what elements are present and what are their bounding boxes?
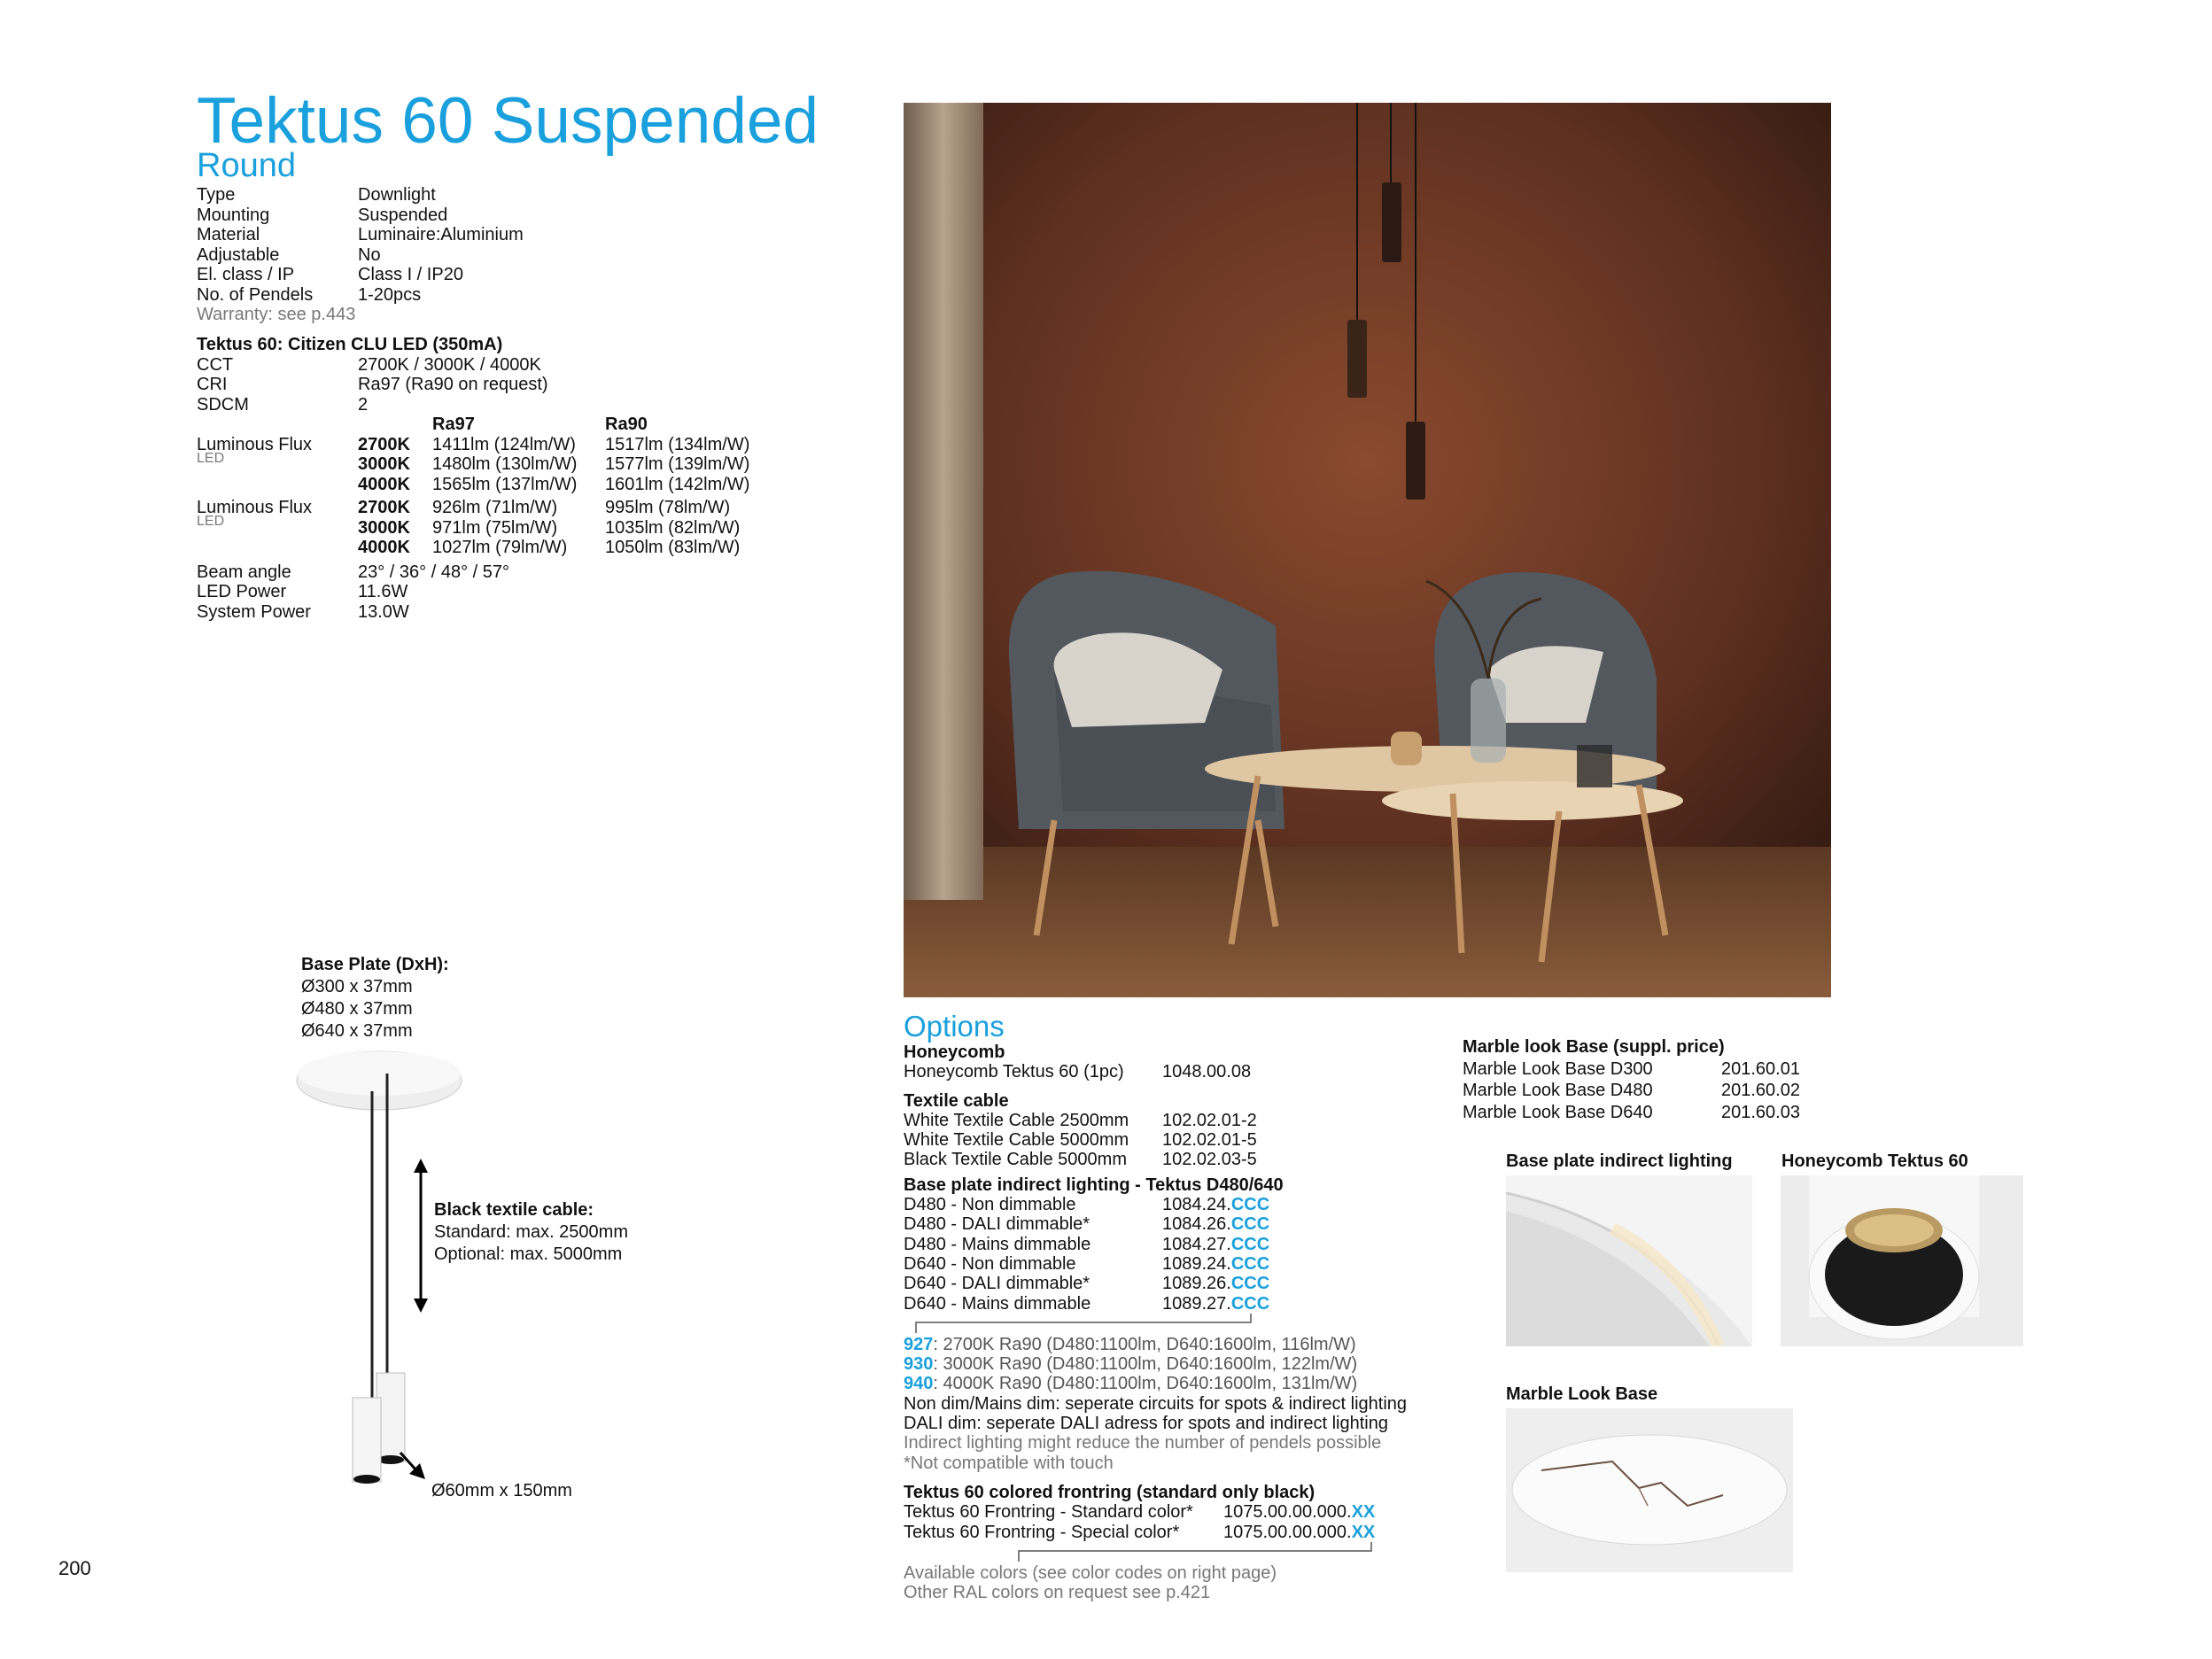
flux-row: 3000K 971lm (75lm/W) 1035lm (82lm/W) xyxy=(358,517,741,538)
spec-row: Adjustable No xyxy=(197,244,381,265)
option-row: D640 - Non dimmable 1089.24.CCC xyxy=(904,1253,1270,1274)
option-row: Tektus 60 Frontring - Standard color* 1075.00.00.000.XX xyxy=(904,1502,1376,1523)
xx-bracket xyxy=(904,1542,1400,1563)
colors-note: Available colors (see color codes on right page) xyxy=(904,1562,1277,1583)
option-row: D480 - Mains dimmable 1084.27.CCC xyxy=(904,1234,1270,1254)
option-row: White Textile Cable 5000mm 102.02.01-5 xyxy=(904,1130,1257,1151)
warranty-note: Warranty: see p.443 xyxy=(197,305,356,324)
spec-row: El. class / IP Class I / IP20 xyxy=(197,265,463,284)
product-title: Tektus 60 Suspended xyxy=(197,85,819,157)
ccc-row: 930: 3000K Ra90 (D480:1100lm, D640:1600lm, 122lm/W) xyxy=(904,1354,1358,1375)
spec-row: Type Downlight xyxy=(197,185,436,205)
ccc-bracket xyxy=(904,1314,1276,1335)
note: DALI dim: seperate DALI adress for spots and indirect lighting xyxy=(904,1414,1388,1434)
flux-row: 2700K 1411lm (124lm/W) 1517lm (134lm/W) xyxy=(358,434,750,454)
spec-row: CRI Ra97 (Ra90 on request) xyxy=(197,375,548,394)
indirect-image-label: Base plate indirect lighting xyxy=(1506,1151,1733,1171)
marble-base-image xyxy=(1506,1408,1793,1572)
flux-header: Ra97 Ra90 xyxy=(432,415,648,434)
ccc-row: 927: 2700K Ra90 (D480:1100lm, D640:1600lm, 116lm/W) xyxy=(904,1334,1356,1354)
flux-block-1: Luminous Flux LED 2700K 1411lm (124lm/W) 1517lm (134lm/W) 3000K 1480lm (130lm/W) 1577lm (139lm/W) 4000K 1565lm (137lm/W) 1601lm (142lm/W) xyxy=(0,435,886,495)
option-row: Honeycomb Tektus 60 (1pc) 1048.00.08 xyxy=(904,1062,1252,1082)
option-row: Marble Look Base D300 201.60.01 xyxy=(1463,1058,1800,1079)
spec-row: LED Power 11.6W xyxy=(197,582,408,601)
colors-note: Other RAL colors on request see p.421 xyxy=(904,1583,1211,1603)
page-number: 200 xyxy=(58,1557,91,1579)
cable-info: Black textile cable: Standard: max. 2500mm Optional: max. 5000mm xyxy=(434,1200,628,1264)
base-plate-info: Base Plate (DxH): Ø300 x 37mm Ø480 x 37mm Ø640 x 37mm xyxy=(301,955,449,1041)
option-row: D480 - Non dimmable 1084.24.CCC xyxy=(904,1195,1270,1215)
note: Indirect lighting might reduce the number of pendels possible xyxy=(904,1433,1382,1454)
options-left-column: Honeycomb Honeycomb Tektus 60 (1pc) 1048.00.08 Textile cable White Textile Cable 2500mm 102.02.01-2 White Textile Cable 5000mm 102.02.01-5 Black Textile Cable 5000mm 102.02.03-5 Base plate indirect lighting - Tektus D480/640 D480 - Non dimmable 1084.24.CCC D480 - DALI dimmable* 1084.26.CCC D480 - Mains dimmable 1084.27.CCC D640 - Non dimmable 1089.24.CCC D640 - DALI dimmable* 1089.26.CCC D640 - Mains dimmable 1089.27.CCC 927: 2700K Ra90 (D480:1100lm, D640:1600lm, 116lm/W) 930: 3000K Ra90 (D480:1100lm, D640:1600lm, 122lm/W) 940: 4000K Ra90 (D480:1100lm, D640:1600lm, 131lm/W) Non dim/Mains dim: seperate circuits for spots & indirect lighting DALI dim: seperate DALI adress for spots and indirect lighting Indirect lighting might reduce the number of pendels possible *Not compatible with touch Tektus 60 colored frontring (standard only black) Tektus 60 Frontring - Standard color* 1075.00.00.000.XX Tektus 60 Frontring - Special color* 1075.00.00.000.XX Available colors (see color codes on right page) Other RAL colors on request see p.421 xyxy=(904,1043,1453,1602)
note: *Not compatible with touch xyxy=(904,1453,1114,1473)
marble-image-label: Marble Look Base xyxy=(1506,1384,1658,1404)
spec-table xyxy=(0,185,886,325)
marble-base-options: Marble look Base (suppl. price) Marble Look Base D300 201.60.01 Marble Look Base D480 201.60.02 Marble Look Base D640 201.60.03 xyxy=(1463,1036,1959,1123)
led-heading: Tektus 60: Citizen CLU LED (350mA) xyxy=(197,335,503,354)
body-size: Ø60mm x 150mm xyxy=(431,1481,572,1500)
spec-row: No. of Pendels 1-20pcs xyxy=(197,284,422,305)
option-row: Marble Look Base D640 201.60.03 xyxy=(1463,1102,1800,1122)
honeycomb-image xyxy=(1781,1175,2023,1346)
option-row: Black Textile Cable 5000mm 102.02.03-5 xyxy=(904,1150,1257,1170)
flux-block-2: Luminous Flux LED 2700K 926lm (71lm/W) 995lm (78lm/W) 3000K 971lm (75lm/W) 1035lm (82lm/W) 4000K 1027lm (79lm/W) 1050lm (83lm/W) xyxy=(0,498,886,558)
spec-row: SDCM 2 xyxy=(197,394,369,415)
product-subtitle: Round xyxy=(197,147,296,184)
option-row: White Textile Cable 2500mm 102.02.01-2 xyxy=(904,1110,1257,1130)
honeycomb-image-label: Honeycomb Tektus 60 xyxy=(1781,1151,1968,1171)
option-row: Marble Look Base D480 201.60.02 xyxy=(1463,1081,1800,1100)
flux-row: 2700K 926lm (71lm/W) 995lm (78lm/W) xyxy=(358,498,731,517)
spec-row: Material Luminaire:Aluminium xyxy=(197,225,524,244)
pendant-drawing xyxy=(283,1036,656,1515)
options-heading: Options xyxy=(904,1010,1005,1043)
flux-row: 4000K 1565lm (137lm/W) 1601lm (142lm/W) xyxy=(358,474,750,494)
led-spec-table xyxy=(0,335,886,622)
flux-row: 3000K 1480lm (130lm/W) 1577lm (139lm/W) xyxy=(358,454,750,474)
note: Non dim/Mains dim: seperate circuits for spots & indirect lighting xyxy=(904,1393,1408,1414)
flux-row: 4000K 1027lm (79lm/W) 1050lm (83lm/W) xyxy=(358,538,741,557)
option-row: Tektus 60 Frontring - Special color* 1075.00.00.000.XX xyxy=(904,1522,1376,1542)
ccc-row: 940: 4000K Ra90 (D480:1100lm, D640:1600lm, 131lm/W) xyxy=(904,1374,1358,1394)
indirect-lighting-image xyxy=(1506,1175,1752,1346)
spec-row: CCT 2700K / 3000K / 4000K xyxy=(197,354,541,375)
spec-row: Mounting Suspended xyxy=(197,205,448,225)
option-row: D640 - Mains dimmable 1089.27.CCC xyxy=(904,1293,1270,1314)
option-row: D640 - DALI dimmable* 1089.26.CCC xyxy=(904,1274,1270,1294)
option-row: D480 - DALI dimmable* 1084.26.CCC xyxy=(904,1214,1270,1235)
spec-row: Beam angle 23° / 36° / 48° / 57° xyxy=(197,562,509,582)
interior-photo xyxy=(904,103,1831,997)
spec-row: System Power 13.0W xyxy=(197,601,409,622)
